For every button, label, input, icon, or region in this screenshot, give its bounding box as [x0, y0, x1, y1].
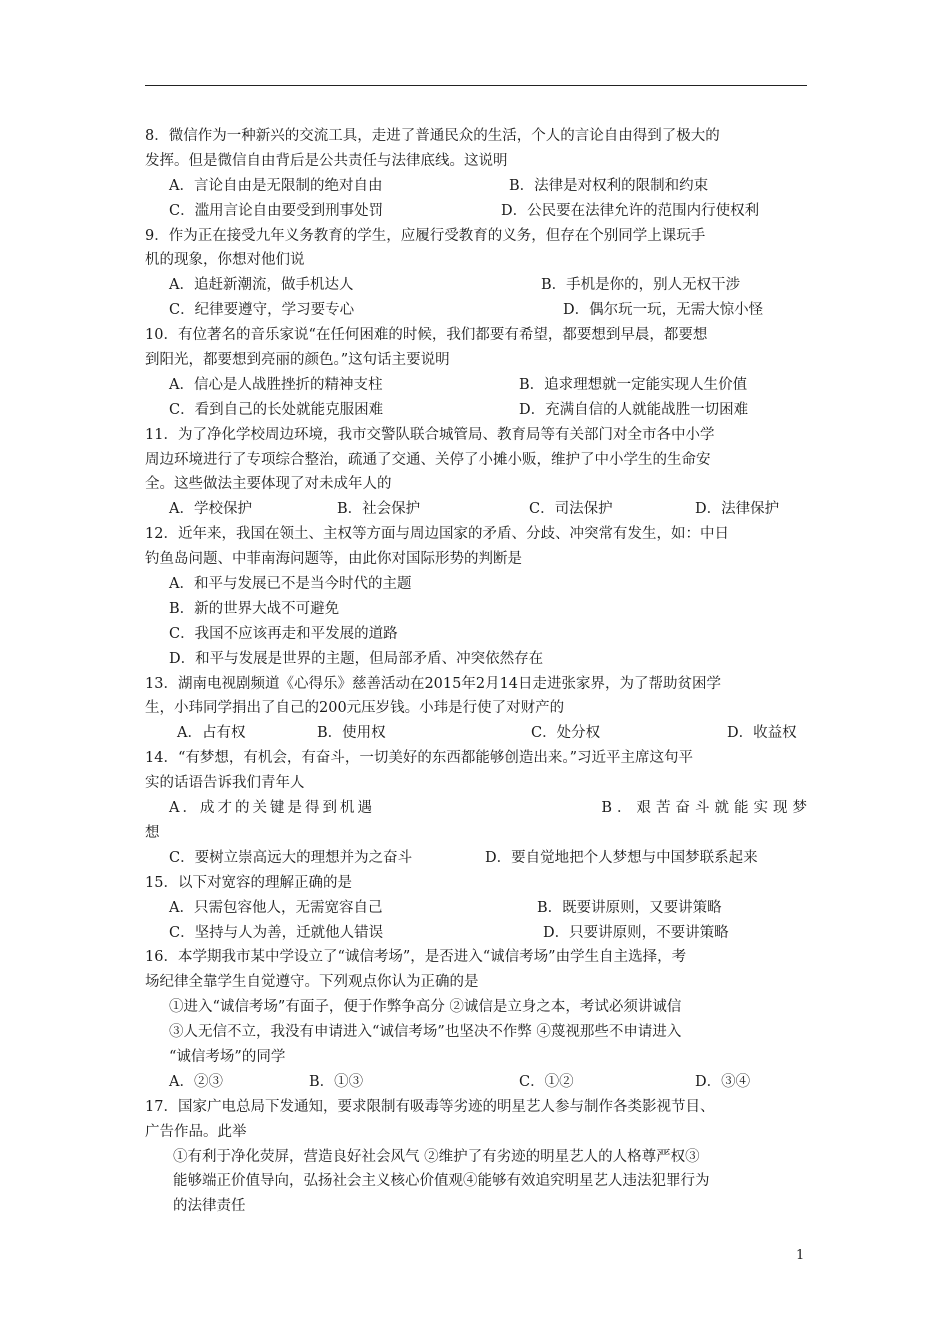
- q9-options-row2: [145, 298, 807, 323]
- q10-option-b: B．追求理想就一定能实现人生价值: [519, 376, 748, 393]
- q13-stem-line2: 生，小玮同学捐出了自己的200元压岁钱。小玮是行使了对财产的: [145, 700, 565, 717]
- q13-option-d: D．收益权: [727, 725, 797, 742]
- q10-option-d: D．充满自信的人就能战胜一切困难: [519, 401, 749, 418]
- q13-options-row: [145, 721, 807, 746]
- q11-stem-line2: 周边环境进行了专项综合整治，疏通了交通、关停了小摊小贩，维护了中小学生的生命安: [145, 451, 711, 468]
- q8-stem-line1: 8．微信作为一种新兴的交流工具，走进了普通民众的生活，个人的言论自由得到了极大的: [145, 128, 720, 144]
- q15-options-row1: [145, 896, 807, 921]
- q8-option-c: C．滥用言论自由要受到刑事处罚: [169, 202, 384, 219]
- q14-option-c: C．要树立崇高远大的理想并为之奋斗: [169, 849, 413, 866]
- q16-option-c: C．①②: [519, 1073, 574, 1090]
- q16-option-a: A．②③: [169, 1073, 223, 1090]
- q8-stem-line2: 发挥。但是微信自由背后是公共责任与法律底线。这说明: [145, 152, 508, 169]
- q16-option-b: B．①③: [309, 1073, 364, 1090]
- q17-stem-line1: 17．国家广电总局下发通知，要求限制有吸毒等劣迹的明星艺人参与制作各类影视节目、: [145, 1098, 715, 1115]
- q16-statement-line2: ③人无信不立，我没有申请进入“诚信考场”也坚决不作弊 ④蔑视那些不申请进入: [169, 1024, 682, 1041]
- q12-stem-line2: 钓鱼岛问题、中菲南海问题等，由此你对国际形势的判断是: [145, 551, 522, 568]
- q15-option-c: C．坚持与人为善，迁就他人错误: [169, 924, 384, 941]
- q14-options-row1: [145, 796, 812, 821]
- q16-options-row: [145, 1070, 807, 1095]
- exam-content: [145, 124, 812, 1219]
- q14-options-row2: [145, 846, 807, 871]
- q10-stem-line2: 到阳光，都要想到亮丽的颜色。”这句话主要说明: [145, 352, 450, 369]
- q17-statement-line1: ①有利于净化荧屏，营造良好社会风气 ②维护了有劣迹的明星艺人的人格尊严权③: [173, 1148, 700, 1165]
- q9-option-a: A．追赶新潮流，做手机达人: [169, 277, 354, 294]
- q10-options-row2: [145, 398, 807, 423]
- q16-option-d: D．③④: [695, 1073, 751, 1090]
- q8-options-row2: [145, 199, 807, 224]
- q17-stem-line2: 广告作品。此举: [145, 1123, 247, 1140]
- q14-option-a: A．成才的关键是得到机遇: [169, 800, 375, 817]
- q11-options-row: [145, 497, 807, 522]
- q13-option-a: A．占有权: [177, 725, 246, 742]
- q12-stem-line1: 12．近年来，我国在领土、主权等方面与周边国家的矛盾、分歧、冲突常有发生，如：中日: [145, 526, 729, 543]
- header-rule: [145, 85, 807, 86]
- q16-statement-line3: “诚信考场”的同学: [169, 1048, 286, 1065]
- q11-stem-line3: 全。这些做法主要体现了对未成年人的: [145, 476, 392, 493]
- q17-statement-line2: 能够端正价值导向，弘扬社会主义核心价值观④能够有效追究明星艺人违法犯罪行为: [173, 1173, 710, 1190]
- q11-option-a: A．学校保护: [169, 501, 252, 518]
- q11-stem-line1: 11．为了净化学校周边环境，我市交警队联合城管局、教育局等有关部门对全市各中小学: [145, 426, 715, 443]
- q15-option-b: B．既要讲原则，又要讲策略: [537, 899, 722, 916]
- page-number: 1: [796, 1248, 805, 1263]
- q15-stem: 15．以下对宽容的理解正确的是: [145, 874, 352, 891]
- q10-stem-line1: 10．有位著名的音乐家说“在任何困难的时候，我们都要有希望，都要想到早晨，都要想: [145, 327, 708, 344]
- q9-options-row1: [145, 273, 807, 298]
- q13-option-b: B．使用权: [317, 725, 386, 742]
- q16-statement-line1: ①进入“诚信考场”有面子，便于作弊争高分 ②诚信是立身之本，考试必须讲诚信: [169, 999, 682, 1016]
- q9-stem-line2: 机的现象，你想对他们说: [145, 252, 305, 269]
- q14-option-b-continued: 想: [145, 824, 160, 841]
- q11-option-b: B．社会保护: [337, 501, 421, 518]
- q13-stem-line1: 13．湖南电视剧频道《心得乐》慈善活动在2015年2月14日走进张家界，为了帮助贫困学: [145, 675, 722, 692]
- q11-option-d: D．法律保护: [695, 501, 780, 518]
- q14-option-d: D．要自觉地把个人梦想与中国梦联系起来: [485, 849, 758, 866]
- q14-option-b: B．艰苦奋斗就能实现梦: [601, 800, 812, 817]
- q8-option-b: B．法律是对权利的限制和约束: [509, 177, 709, 194]
- q9-option-b: B．手机是你的，别人无权干涉: [541, 277, 741, 294]
- q8-options-row1: [145, 174, 807, 199]
- q12-option-c: C．我国不应该再走和平发展的道路: [169, 625, 398, 642]
- q9-option-c: C．纪律要遵守，学习要专心: [169, 302, 355, 319]
- q8-option-d: D．公民要在法律允许的范围内行使权利: [501, 202, 760, 219]
- q10-options-row1: [145, 373, 807, 398]
- q9-stem-line1: 9．作为正在接受九年义务教育的学生，应履行受教育的义务，但存在个别同学上课玩手: [145, 227, 706, 244]
- q12-option-b: B．新的世界大战不可避免: [169, 600, 340, 617]
- q8-option-a: A．言论自由是无限制的绝对自由: [169, 177, 383, 194]
- q12-option-a: A．和平与发展已不是当今时代的主题: [169, 576, 412, 593]
- q15-option-a: A．只需包容他人，无需宽容自己: [169, 899, 383, 916]
- q17-statement-line3: 的法律责任: [173, 1198, 246, 1215]
- q16-stem-line2: 场纪律全靠学生自觉遵守。下列观点你认为正确的是: [145, 974, 479, 991]
- q9-option-d: D．偶尔玩一玩，无需大惊小怪: [563, 302, 764, 319]
- q11-option-c: C．司法保护: [529, 501, 613, 518]
- q12-option-d: D．和平与发展是世界的主题，但局部矛盾、冲突依然存在: [169, 650, 544, 667]
- q10-option-c: C．看到自己的长处就能克服困难: [169, 401, 384, 418]
- q16-stem-line1: 16．本学期我市某中学设立了“诚信考场”，是否进入“诚信考场”由学生自主选择，考: [145, 949, 687, 966]
- q15-options-row2: [145, 921, 807, 946]
- q10-option-a: A．信心是人战胜挫折的精神支柱: [169, 376, 383, 393]
- q14-stem-line2: 实的话语告诉我们青年人: [145, 775, 305, 792]
- q13-option-c: C．处分权: [531, 725, 601, 742]
- q15-option-d: D．只要讲原则，不要讲策略: [543, 924, 729, 941]
- q14-stem-line1: 14．“有梦想，有机会，有奋斗，一切美好的东西都能够创造出来。”习近平主席这句平: [145, 750, 694, 767]
